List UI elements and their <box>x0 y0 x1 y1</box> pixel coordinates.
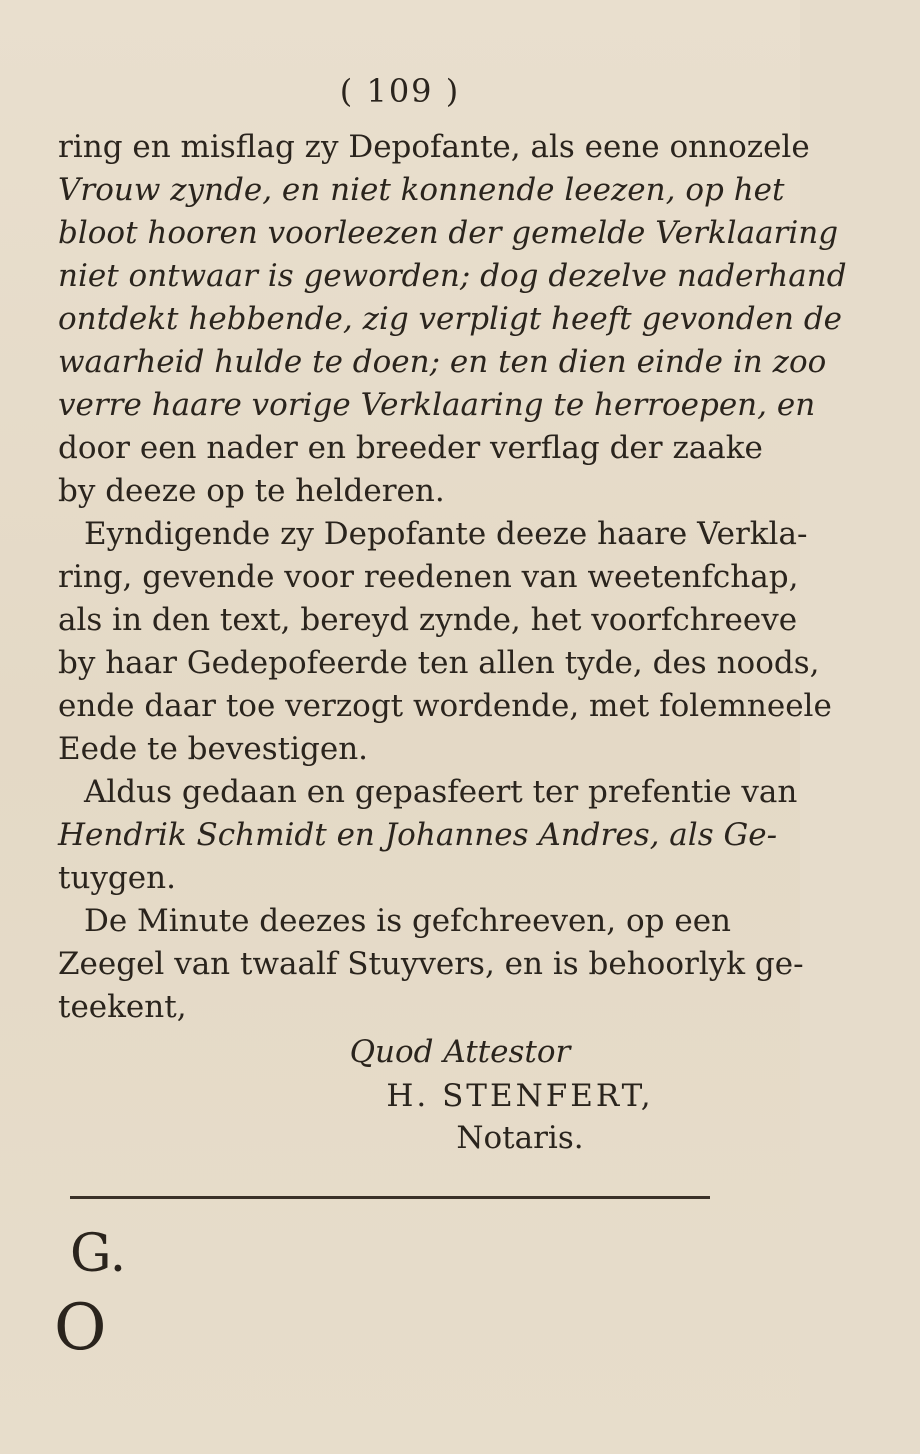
paragraph-continuation <box>58 126 847 513</box>
text-line: niet ontwaar is geworden; dog dezelve naderhand <box>58 258 847 294</box>
drop-cap: O <box>54 1291 107 1365</box>
text-line: als in den text, bereyd zynde, het voorfchreeve <box>58 602 798 638</box>
section-divider <box>70 1196 710 1199</box>
page-number: ( 109 ) <box>339 72 461 110</box>
text-line: ontdekt hebbende, zig verpligt heeft gevonden de <box>58 301 843 337</box>
text-line: De Minute deezes is gefchreeven, op een <box>84 903 732 939</box>
text-line: by deeze op te helderen. <box>58 473 445 509</box>
notary-signature: H. STENFERT, <box>386 1078 654 1114</box>
paragraph-witnesses <box>58 771 798 900</box>
text-line: Eede te bevestigen. <box>58 731 369 767</box>
text-line: teekent, <box>58 989 187 1025</box>
attestation-quod: Quod Attestor <box>349 1034 571 1070</box>
text-line: Hendrik Schmidt en Johannes Andres, als Ge- <box>58 817 778 853</box>
text-line: Vrouw zynde, en niet konnende leezen, op het <box>58 172 785 208</box>
text-line: Eyndigende zy Depofante deeze haare Verkla- <box>84 516 808 552</box>
text-line: ende daar toe verzogt wordende, met folemneele <box>58 688 832 724</box>
text-line: by haar Gedepofeerde ten allen tyde, des noods, <box>58 645 820 681</box>
text-line: bloot hooren voorleezen der gemelde Verklaaring <box>58 215 839 251</box>
text-line: ring en misflag zy Depofante, als eene onnozele <box>58 129 810 165</box>
notary-title: Notaris. <box>456 1120 584 1156</box>
text-line: Aldus gedaan en gepasfeert ter prefentie van <box>84 774 798 810</box>
paragraph-minute <box>58 900 804 1029</box>
text-line: ring, gevende voor reedenen van weetenfchap, <box>58 559 799 595</box>
text-line: waarheid hulde te doen; en ten dien einde in zoo <box>58 344 827 380</box>
paragraph-conclusion <box>58 513 832 771</box>
text-line: verre haare vorige Verklaaring te herroepen, en <box>58 387 816 423</box>
section-letter: G. <box>70 1224 127 1284</box>
text-line: Zeegel van twaalf Stuyvers, en is behoorlyk ge- <box>58 946 804 982</box>
text-line: door een nader en breeder verflag der zaake <box>58 430 763 466</box>
text-line: tuygen. <box>58 860 176 896</box>
